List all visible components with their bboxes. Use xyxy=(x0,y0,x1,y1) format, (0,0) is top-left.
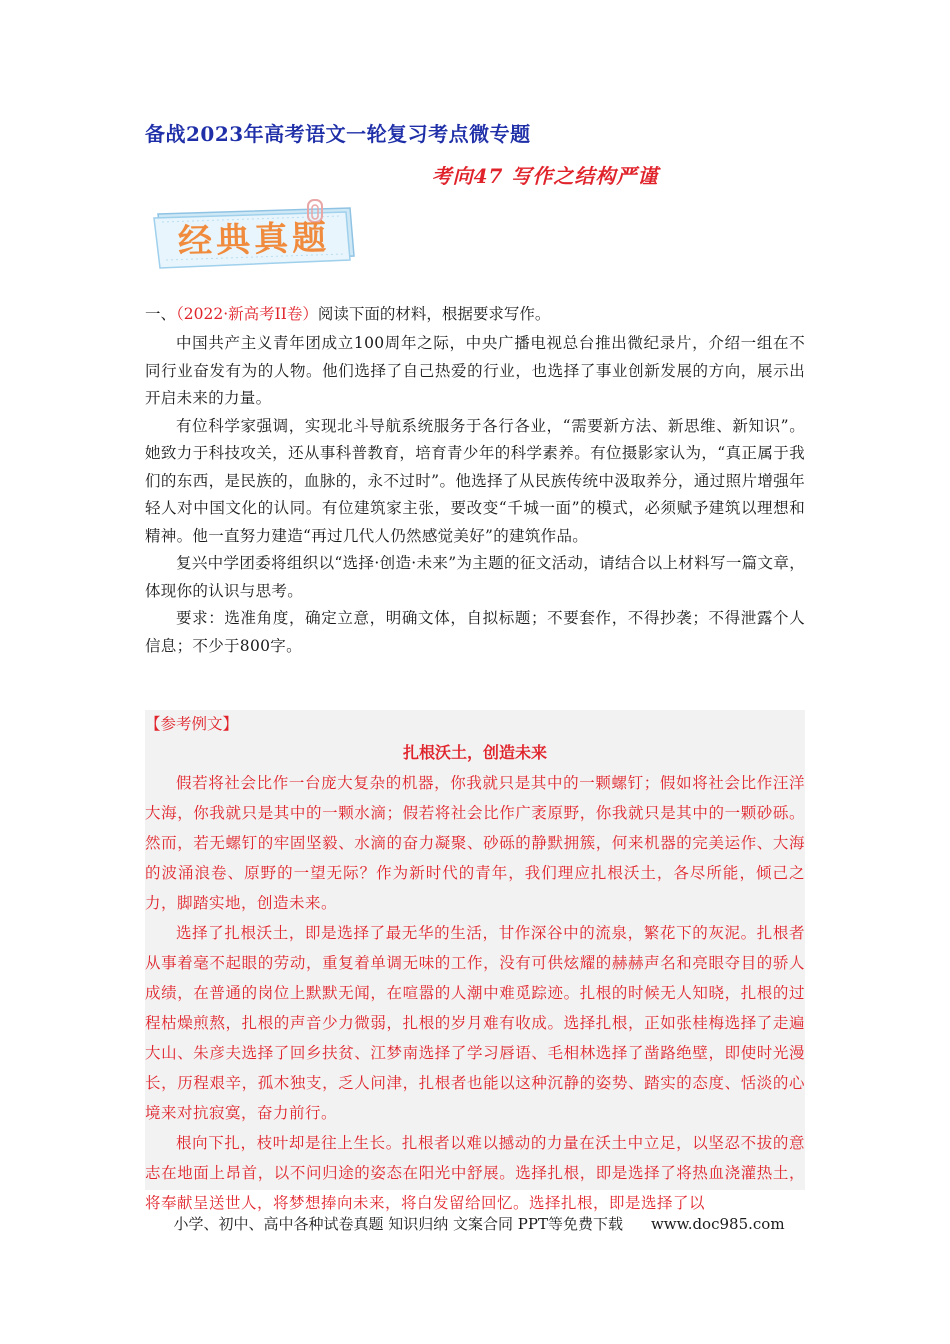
footer-url[interactable]: www.doc985.com xyxy=(650,1215,785,1233)
footer-text: 小学、初中、高中各种试卷真题 知识归纳 文案合同 PPT等免费下载 xyxy=(173,1215,623,1233)
essay-paragraph: 假若将社会比作一台庞大复杂的机器，你我就只是其中的一颗螺钉；假如将社会比作汪洋大海，你我就只是其中的一颗水滴；假若将社会比作广袤原野，你我就只是其中的一颗砂砾。然而，若无螺钉的牢固坚毅、水滴的奋力凝聚、砂砾的静默拥簇，何来机器的完美运作、大海的波涌浪卷、原野的一望无际？作为新时代的青年，我们理应扎根沃土，各尽所能，倾己之力，脚踏实地，创造未来。 xyxy=(145,774,805,912)
reference-essay-title: 扎根沃土，创造未来 xyxy=(402,743,547,762)
question-requirements: 要求：选准角度，确定立意，明确文体，自拟标题；不要套作，不得抄袭；不得泄露个人信息；不少于800字。 xyxy=(145,609,805,655)
question-heading xyxy=(145,300,805,328)
document-title: 备战2023年高考语文一轮复习考点微专题 xyxy=(145,122,531,146)
question-paragraph: 中国共产主义青年团成立100周年之际，中央广播电视总台推出微纪录片，介绍一组在不同行业奋发有为的人物。他们选择了自己热爱的行业，也选择了事业创新发展的方向，展示出开启未来的力量。 xyxy=(145,334,805,407)
question-instruction: 阅读下面的材料，根据要求写作。 xyxy=(317,305,551,323)
page-footer xyxy=(0,1213,950,1234)
question-paragraph: 有位科学家强调，实现北斗导航系统服务于各行各业，“需要新方法、新思维、新知识”。她致力于科技攻关，还从事科普教育，培育青少年的科学素养。有位摄影家认为，“真正属于我们的东西，是民族的，血脉的，永不过时”。他选择了从民族传统中汲取养分，通过照片增强年轻人对中国文化的认同。有位建筑家主张，要改变“千城一面”的模式，必须赋予建筑以理想和精神。他一直努力建造“再过几代人仍然感觉美好”的建筑作品。 xyxy=(145,416,805,545)
document-subtitle: 考向47 写作之结构严谨 xyxy=(431,164,659,188)
reference-essay xyxy=(145,710,805,1212)
question-number: 一、 xyxy=(145,305,177,323)
question-source: （2022·新高考II卷） xyxy=(176,305,318,323)
question-section xyxy=(145,300,805,660)
classic-questions-banner xyxy=(150,198,360,270)
banner-text: 经典真题 xyxy=(177,217,331,262)
question-paragraph: 复兴中学团委将组织以“选择·创造·未来”为主题的征文活动，请结合以上材料写一篇文章，体现你的认识与思考。 xyxy=(145,554,805,600)
essay-paragraph: 选择了扎根沃土，即是选择了最无华的生活，甘作深谷中的流泉，繁花下的灰泥。扎根者从事着毫不起眼的劳动，重复着单调无味的工作，没有可供炫耀的赫赫声名和亮眼夺目的骄人成绩，在普通的岗位上默默无闻，在喧嚣的人潮中难觅踪迹。扎根的时候无人知晓，扎根的过程枯燥煎熬，扎根的声音少力微弱，扎根的岁月难有收成。选择扎根，正如张桂梅选择了走遍大山、朱彦夫选择了回乡扶贫、江梦南选择了学习唇语、毛相林选择了凿路绝壁，即使时光漫长，历程艰辛，孤木独支，乏人问津，扎根者也能以这种沉静的姿势、踏实的态度、恬淡的心境来对抗寂寞，奋力前行。 xyxy=(145,924,805,1122)
essay-paragraph: 根向下扎，枝叶却是往上生长。扎根者以难以撼动的力量在沃土中立足，以坚忍不拔的意志在地面上昂首，以不问归途的姿态在阳光中舒展。选择扎根，即是选择了将热血浇灌热土，将奉献呈送世人，将梦想捧向未来，将白发留给回忆。选择扎根，即是选择了以 xyxy=(145,1134,805,1212)
reference-essay-label: 【参考例文】 xyxy=(145,715,239,733)
